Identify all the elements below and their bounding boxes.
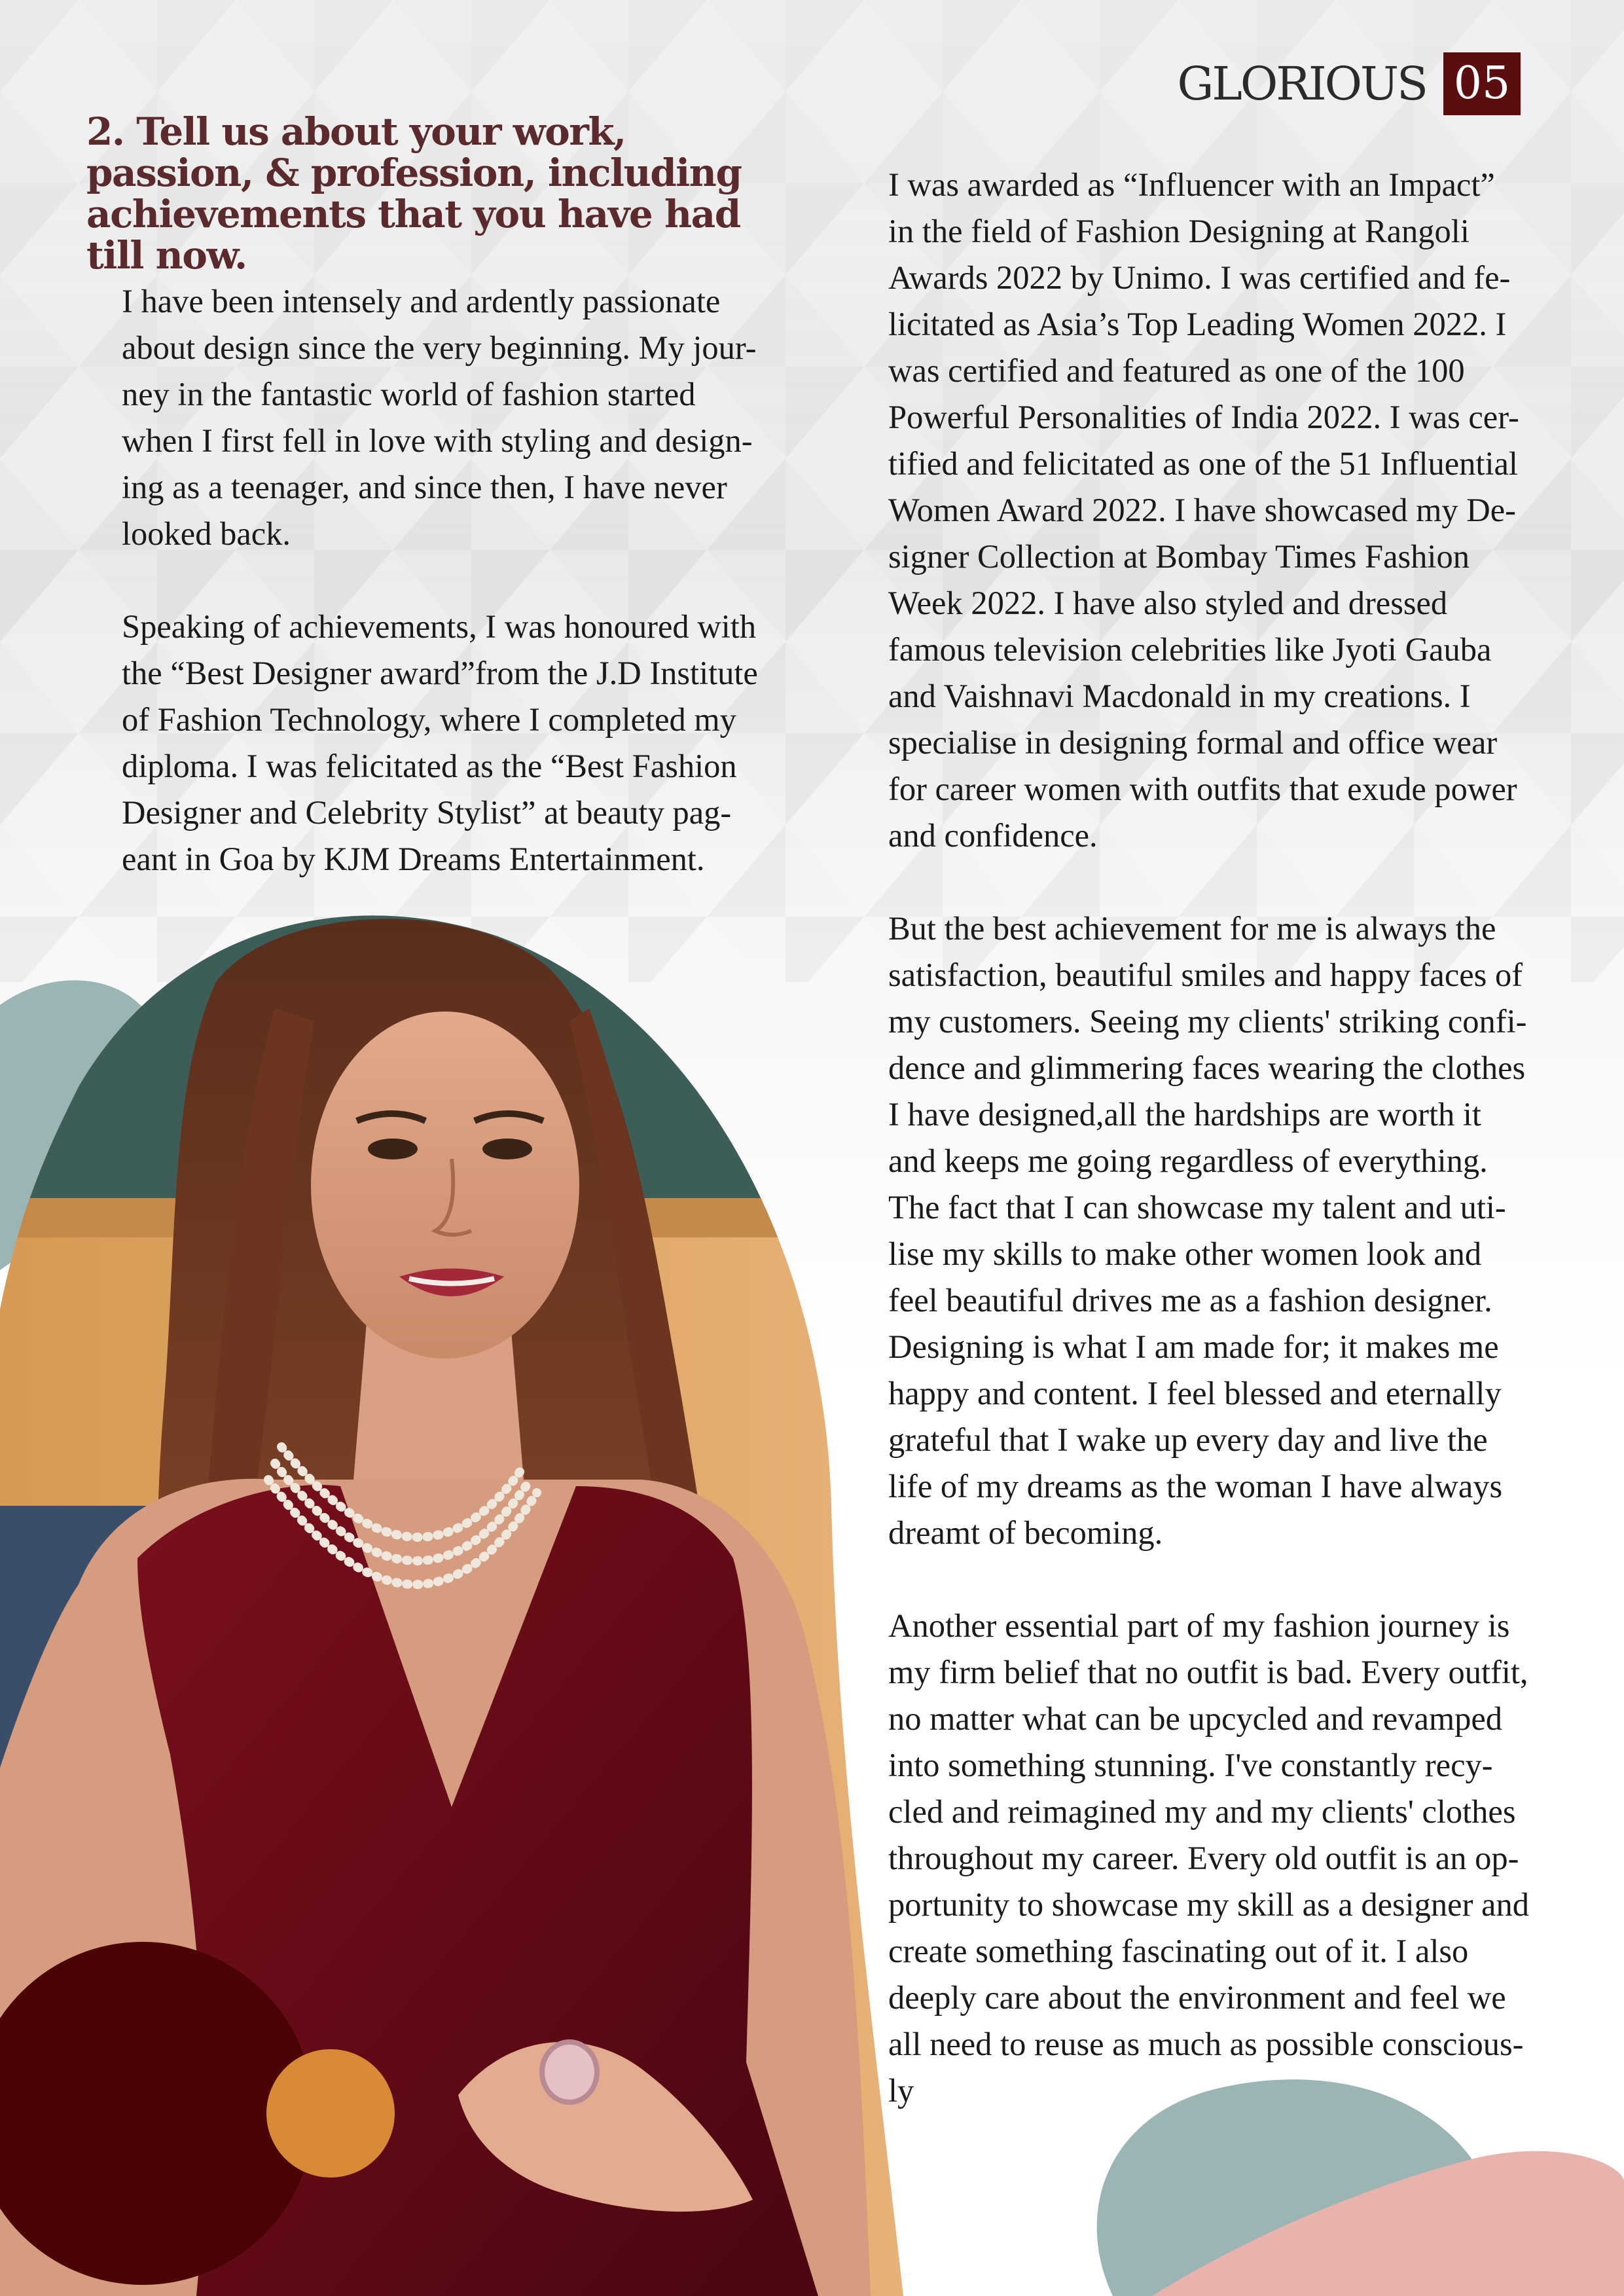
answer-left-column: I have been intensely and ardently passionate about design since the very beginning. My jour- ney in the fantastic world of fashion started when I first fell in love with styling and design- ing as a teenager, and since then, I have never looked back. Speaking of achievements, I was honoured with the “Best Designer award”from the J.D Institute of Fashion Technology, where I completed my diploma. I was felicitated as the “Best Fashion Designer and Celebrity Stylist” at beauty pag- eant in Goa by KJM Dreams Entertainment. — [122, 283, 758, 877]
answer-right-column: I was awarded as “Influencer with an Impact” in the field of Fashion Designing at Rangoli Awards 2022 by Unimo. I was certified and fe- licitated as Asia’s Top Leading Women 2022. I was certified and featured as one of the 100 Powerful Personalities of India 2022. I was cer- tified and felicitated as one of the 51 Influential Women Award 2022. I have showcased my De- signer Collection at Bombay Times Fashion Week 2022. I have also styled and dressed famous television celebrities like Jyoti Gauba and Vaishnavi Macdonald in my creations. I specialise in designing formal and office wear for career women with outfits that exude power and confidence. But the best achievement for me is always the satisfaction, beautiful smiles and happy faces of my customers. Seeing my clients' striking confi- dence and glimmering faces wearing the clothes I have designed,all the hardships are worth it and keeps me going regardless of everything. The fact that I can showcase my talent and uti- lise my skills to make other women look and feel beautiful drives me as a fashion designer. Designing is what I am made for; it makes me happy and content. I feel blessed and eternally grateful that I wake up every day and live the life of my dreams as the woman I have always dreamt of becoming. Another essential part of my fashion journey is my firm belief that no outfit is bad. Every outfit, no matter what can be upcycled and revamped into something stunning. I've constantly recy- cled and reimagined my and my clients' clothes throughout my career. Every old outfit is an op- portunity to showcase my skill as a designer and create something fascinating out of it. I also deeply care about the environment and feel we all need to reuse as much as possible conscious- ly — [888, 166, 1529, 2109]
masthead — [1178, 52, 1521, 115]
page-number: 05 — [1443, 52, 1521, 115]
orange-circle — [266, 2049, 395, 2178]
brand-logo: GLORIOUS — [1177, 57, 1426, 111]
interview-question: 2. Tell us about your work, passion, & profession, including achievements that you have had till now. — [86, 109, 742, 278]
